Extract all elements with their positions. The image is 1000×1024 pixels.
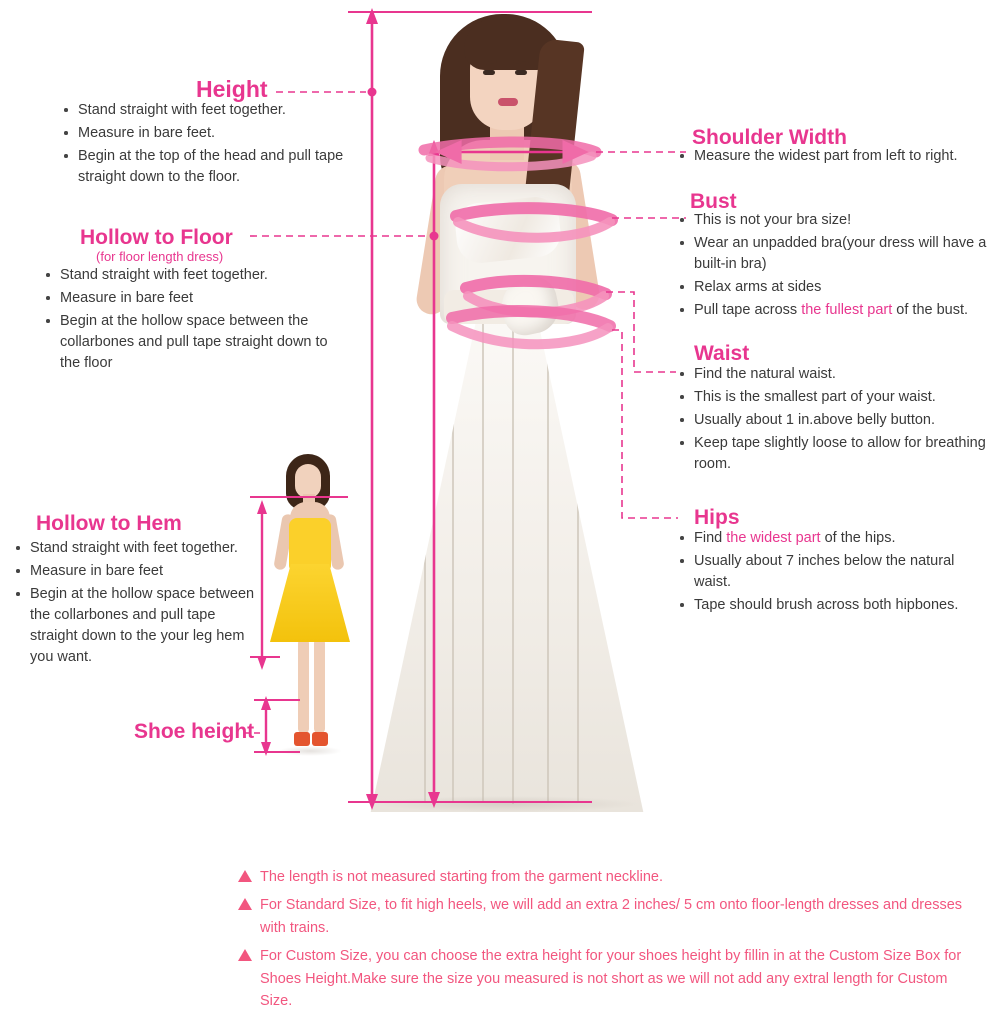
warning-triangle-icon <box>238 898 252 910</box>
hollow-to-hem-bullets <box>14 538 262 670</box>
bust-note-emphasis: the fullest part <box>801 302 893 319</box>
list-item: This is the smallest part of your waist. <box>678 387 998 408</box>
waist-heading: Waist <box>694 342 750 365</box>
list-item: Stand straight with feet together. <box>14 538 262 559</box>
height-heading: Height <box>196 76 268 102</box>
list-item: Relax arms at sides <box>678 277 998 298</box>
shoulder-width-heading: Shoulder Width <box>692 126 847 149</box>
footnotes <box>238 866 978 1019</box>
list-item: This is not your bra size! <box>678 210 998 231</box>
height-bullets <box>62 100 352 190</box>
list-item: Measure in bare feet. <box>62 123 352 144</box>
shoe-height-heading: Shoe height <box>134 720 255 743</box>
list-item: Begin at the hollow space between the collarbones and pull tape straight down to the your leg hem you want. <box>14 584 262 668</box>
list-item: Stand straight with feet together. <box>62 100 352 121</box>
hollow-to-floor-bullets <box>44 265 344 376</box>
bust-bullets <box>678 210 998 323</box>
footnote-item <box>238 945 978 1012</box>
list-item: Wear an unpadded bra(your dress will have a built-in bra) <box>678 233 998 275</box>
list-item: Stand straight with feet together. <box>44 265 344 286</box>
short-dress-model-photo <box>262 440 362 760</box>
bust-heading: Bust <box>690 190 737 213</box>
footnote-item <box>238 894 978 939</box>
hips-bullets <box>678 528 994 618</box>
list-item: Begin at the top of the head and pull tape straight down to the floor. <box>62 146 352 188</box>
shoulder-width-bullets <box>678 146 994 169</box>
warning-triangle-icon <box>238 949 252 961</box>
hollow-to-floor-subheading: (for floor length dress) <box>96 249 224 264</box>
hips-note-post: of the hips. <box>820 530 896 546</box>
list-item: Tape should brush across both hipbones. <box>678 595 994 616</box>
hips-note-emphasis: the widest part <box>726 530 821 546</box>
hollow-to-hem-heading: Hollow to Hem <box>36 512 182 535</box>
list-item: Usually about 1 in.above belly button. <box>678 410 998 431</box>
list-item: Find the natural waist. <box>678 364 998 385</box>
bust-note-post: of the bust. <box>892 302 969 319</box>
footnote-text: The length is not measured starting from the garment neckline. <box>260 869 663 885</box>
main-model-photo <box>352 0 657 812</box>
hips-note-pre: Find <box>694 530 727 546</box>
list-item-highlighted <box>678 300 998 321</box>
hips-heading: Hips <box>694 506 740 529</box>
list-item: Begin at the hollow space between the collarbones and pull tape straight down to the floor <box>44 311 344 374</box>
list-item: Keep tape slightly loose to allow for breathing room. <box>678 433 998 475</box>
footnote-text: For Custom Size, you can choose the extra height for your shoes height by fillin in at the Custom Size Box for Shoes Height.Make sure the size you measured is not short as we will not add any extral length for Custom Size. <box>260 948 962 1010</box>
list-item: Measure in bare feet <box>14 561 262 582</box>
hollow-to-floor-heading: Hollow to Floor <box>80 226 233 249</box>
list-item: Measure in bare feet <box>44 288 344 309</box>
waist-bullets <box>678 364 998 477</box>
warning-triangle-icon <box>238 870 252 882</box>
list-item: Usually about 7 inches below the natural waist. <box>678 551 994 593</box>
bust-note-pre: Pull tape across <box>694 302 802 319</box>
list-item-highlighted <box>678 528 994 549</box>
list-item: Measure the widest part from left to right. <box>678 146 994 167</box>
footnote-item <box>238 866 978 888</box>
footnote-text: For Standard Size, to fit high heels, we will add an extra 2 inches/ 5 cm onto floor-length dresses and dresses with trains. <box>260 897 963 936</box>
